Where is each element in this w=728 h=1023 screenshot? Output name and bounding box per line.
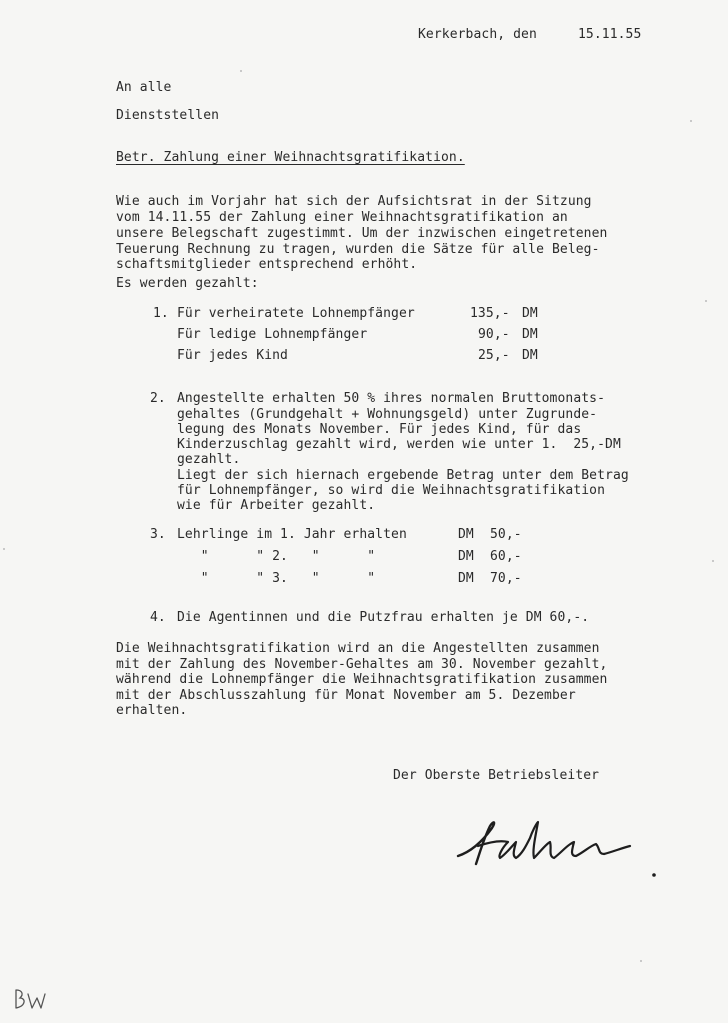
item-4-text: Die Agentinnen und die Putzfrau erhalten je DM 60,-.	[177, 610, 590, 625]
item-3-row-3-amount: 70,-	[490, 571, 522, 586]
intro-line-3: unsere Belegschaft zugestimmt. Um der inzwischen eingetretenen	[116, 226, 608, 241]
letter-date: 15.11.55	[578, 27, 642, 42]
paid-heading: Es werden gezahlt:	[116, 276, 259, 291]
item-3-row-3-label: " " 3. " "	[177, 571, 376, 586]
item-2-line-7: für Lohnempfänger, so wird die Weihnachtsgratifikation	[177, 483, 606, 498]
intro-line-2: vom 14.11.55 der Zahlung einer Weihnachtsgratifikation an	[116, 210, 568, 225]
item-3-row-2-amount: 60,-	[490, 549, 522, 564]
item-1-row-3-label: Für jedes Kind	[177, 348, 288, 363]
item-3-number: 3.	[150, 527, 166, 542]
item-2-line-3: legung des Monats November. Für jedes Kind, für das	[177, 422, 582, 437]
item-1-row-2-unit: DM	[522, 327, 538, 342]
item-1-row-2-amount: 90,-	[478, 327, 510, 342]
item-2-line-8: wie für Arbeiter gezahlt.	[177, 498, 376, 513]
recipient-line-2: Dienststellen	[116, 108, 220, 123]
item-1-row-3-amount: 25,-	[478, 348, 510, 363]
closing-line-4: mit der Abschlusszahlung für Monat November am 5. Dezember	[116, 688, 576, 703]
item-2-line-5: gezahlt.	[177, 452, 241, 467]
item-2-line-4: Kinderzuschlag gezahlt wird, werden wie unter 1. 25,-DM	[177, 437, 621, 452]
item-1-row-2-label: Für ledige Lohnempfänger	[177, 327, 368, 342]
item-1-number: 1.	[153, 306, 169, 321]
item-3-row-2-unit: DM	[458, 549, 474, 564]
subject-line: Betr. Zahlung einer Weihnachtsgratifikation.	[116, 150, 465, 165]
scan-speck	[640, 960, 642, 962]
item-3-row-1-amount: 50,-	[490, 527, 522, 542]
item-2-line-1: Angestellte erhalten 50 % ihres normalen Bruttomonats-	[177, 391, 606, 406]
scan-speck	[240, 70, 242, 72]
scan-speck	[712, 560, 714, 562]
scan-speck	[705, 300, 707, 302]
scan-speck	[3, 548, 5, 550]
closing-line-5: erhalten.	[116, 703, 188, 718]
intro-line-1: Wie auch im Vorjahr hat sich der Aufsichtsrat in der Sitzung	[116, 194, 592, 209]
recipient-line-1: An alle	[116, 80, 172, 95]
closing-line-1: Die Weihnachtsgratifikation wird an die Angestellten zusammen	[116, 641, 600, 656]
item-1-row-1-label: Für verheiratete Lohnempfänger	[177, 306, 415, 321]
intro-line-4: Teuerung Rechnung zu tragen, wurden die Sätze für alle Beleg-	[116, 242, 600, 257]
item-1-row-1-unit: DM	[522, 306, 538, 321]
closing-line-2: mit der Zahlung des November-Gehaltes am 30. November gezahlt,	[116, 657, 608, 672]
closing-line-3: während die Lohnempfänger die Weihnachtsgratifikation zusammen	[116, 672, 608, 687]
item-3-row-1-label: Lehrlinge im 1. Jahr erhalten	[177, 527, 407, 542]
signatory-title: Der Oberste Betriebsleiter	[393, 768, 600, 783]
item-2-line-2: gehaltes (Grundgehalt + Wohnungsgeld) unter Zugrunde-	[177, 407, 598, 422]
item-2-line-6: Liegt der sich hiernach ergebende Betrag unter dem Betrag	[177, 468, 629, 483]
item-3-row-2-label: " " 2. " "	[177, 549, 376, 564]
pencil-initials-mark	[12, 986, 52, 1014]
item-3-row-1-unit: DM	[458, 527, 474, 542]
item-3-row-3-unit: DM	[458, 571, 474, 586]
item-2-number: 2.	[150, 391, 166, 406]
place-date: Kerkerbach, den	[418, 27, 537, 42]
intro-line-5: schaftsmitglieder entsprechend erhöht.	[116, 257, 418, 272]
scan-speck	[690, 120, 692, 122]
item-1-row-3-unit: DM	[522, 348, 538, 363]
handwritten-signature	[450, 812, 660, 882]
item-4-number: 4.	[150, 610, 166, 625]
item-1-row-1-amount: 135,-	[470, 306, 510, 321]
